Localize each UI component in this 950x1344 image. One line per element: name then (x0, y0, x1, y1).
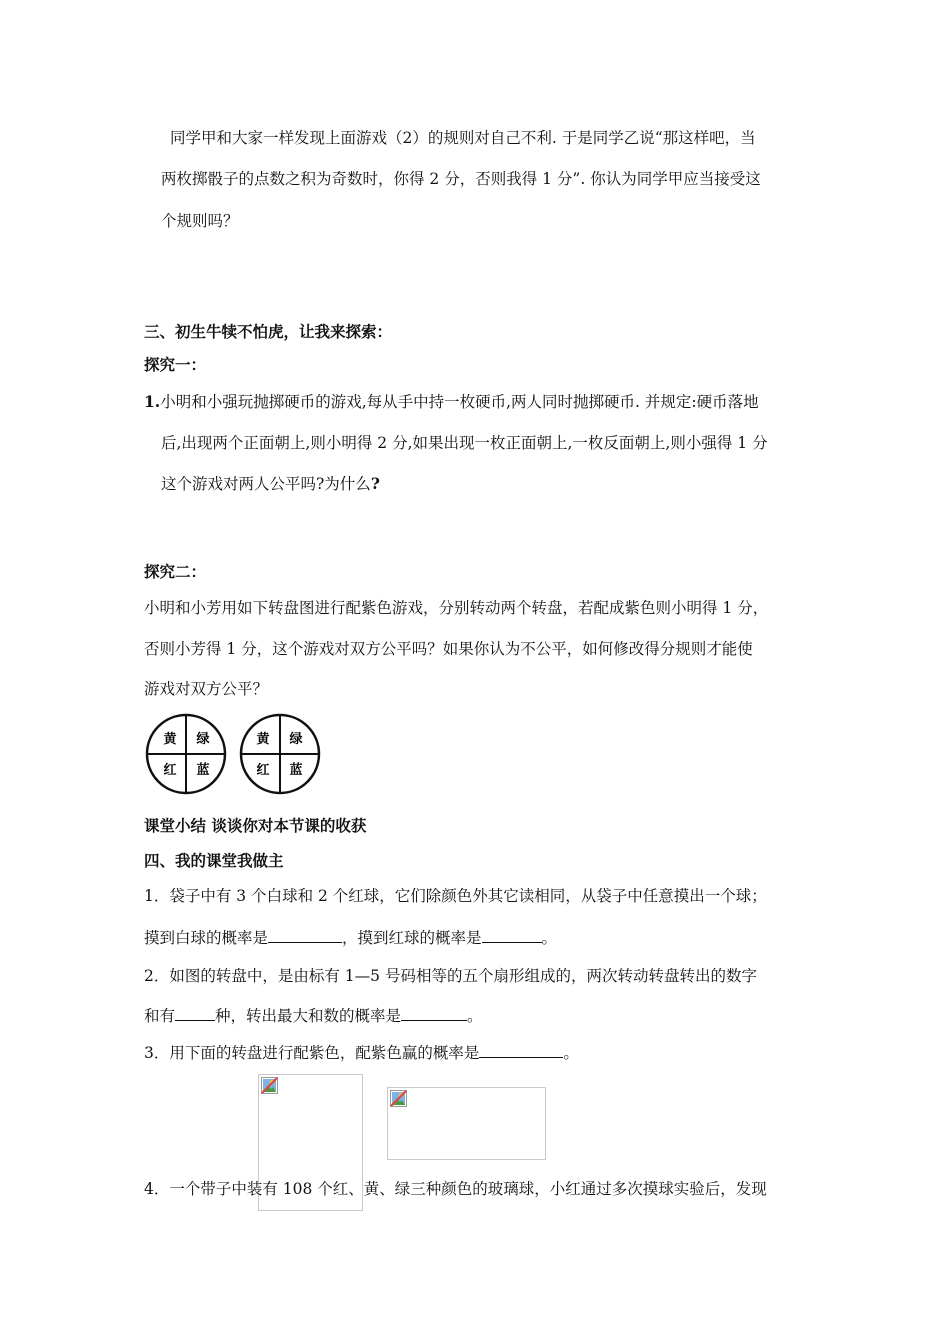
q3-line (144, 1043, 579, 1063)
explore2-line-3: 游戏对双方公平？ (144, 680, 269, 698)
q4-line-1: 4．一个带子中装有 108 个红、黄、绿三种颜色的玻璃球，小红通过多次摸球实验后，发现 (144, 1180, 767, 1198)
spinner2-blue-label: 蓝 (289, 763, 303, 778)
q2-line-2 (144, 1006, 483, 1026)
explore1-label: 探究一： (144, 355, 207, 374)
explore1-text-1: 小明和小强玩抛掷硬币的游戏,每从手中持一枚硬币,两人同时抛掷硬币. 并规定:硬币落地 (160, 393, 759, 411)
explore1-line-1 (144, 392, 759, 412)
spinner2-green-label: 绿 (289, 732, 303, 747)
explore2-line-1: 小明和小芳用如下转盘图进行配紫色游戏，分别转动两个转盘，若配成紫色则小明得 1 分， (144, 599, 769, 617)
q1-white-ball-prompt: 摸到白球的概率是 (144, 929, 269, 947)
q1-period: 。 (541, 929, 558, 947)
explore1-line-3 (161, 474, 380, 494)
q2-line-1: 2．如图的转盘中，是由标有 1—5 号码相等的五个扇形组成的，两次转动转盘转出的数字 (144, 967, 757, 985)
intro-line-2: 两枚掷骰子的点数之积为奇数时，你得 2 分，否则我得 1 分”. 你认为同学甲应当接受这 (161, 170, 761, 188)
summary-heading: 课堂小结 谈谈你对本节课的收获 (144, 816, 367, 835)
q1-line-1: 1．袋子中有 3 个白球和 2 个红球，它们除颜色外其它读相同，从袋子中任意摸出一个球； (144, 887, 767, 905)
spinner1-green-label: 绿 (196, 732, 210, 747)
explore2-label: 探究二： (144, 562, 207, 581)
intro-line-3: 个规则吗？ (161, 212, 239, 230)
broken-image-icon (261, 1077, 278, 1094)
q2-count-blank[interactable] (175, 1006, 215, 1021)
explore1-line-2: 后,出现两个正面朝上,则小明得 2 分,如果出现一枚正面朝上,一枚反面朝上,则小强得 1 分 (161, 434, 768, 452)
spinner2-red-label: 红 (256, 763, 270, 778)
explore1-text-3: 这个游戏对两人公平吗?为什么 (161, 475, 371, 493)
q2-sum-prompt: 和有 (144, 1007, 176, 1025)
section4-heading: 四、我的课堂我做主 (144, 851, 284, 870)
q1-red-blank[interactable] (482, 928, 542, 943)
q3-prompt: 3．用下面的转盘进行配紫色，配紫色赢的概率是 (144, 1044, 480, 1062)
spinner2-yellow-label: 黄 (256, 732, 270, 747)
explore1-number: 1. (144, 392, 161, 411)
explore1-question-mark: ? (370, 474, 380, 493)
broken-image-icon (390, 1090, 407, 1107)
q3-period: 。 (563, 1044, 579, 1062)
q3-blank[interactable] (479, 1043, 563, 1058)
section3-heading: 三、初生牛犊不怕虎，让我来探索： (144, 322, 393, 341)
spinner1-yellow-label: 黄 (163, 732, 177, 747)
spinner1-blue-label: 蓝 (196, 763, 210, 778)
q1-line-2 (144, 928, 557, 948)
color-spinner-1 (144, 713, 228, 795)
q1-white-blank[interactable] (268, 928, 342, 943)
q1-red-ball-prompt: ，摸到红球的概率是 (342, 929, 482, 947)
broken-image-spinner-right (387, 1087, 546, 1160)
intro-line-1: 同学甲和大家一样发现上面游戏（2）的规则对自己不利. 于是同学乙说“那这样吧，当 (170, 129, 756, 147)
q2-prob-prompt: 种，转出最大和数的概率是 (215, 1007, 402, 1025)
q2-prob-blank[interactable] (401, 1006, 467, 1021)
explore2-line-2: 否则小芳得 1 分，这个游戏对双方公平吗？如果你认为不公平，如何修改得分规则才能使 (144, 640, 753, 658)
q2-period: 。 (467, 1007, 483, 1025)
spinner1-red-label: 红 (163, 763, 177, 778)
color-spinner-2 (238, 713, 322, 795)
